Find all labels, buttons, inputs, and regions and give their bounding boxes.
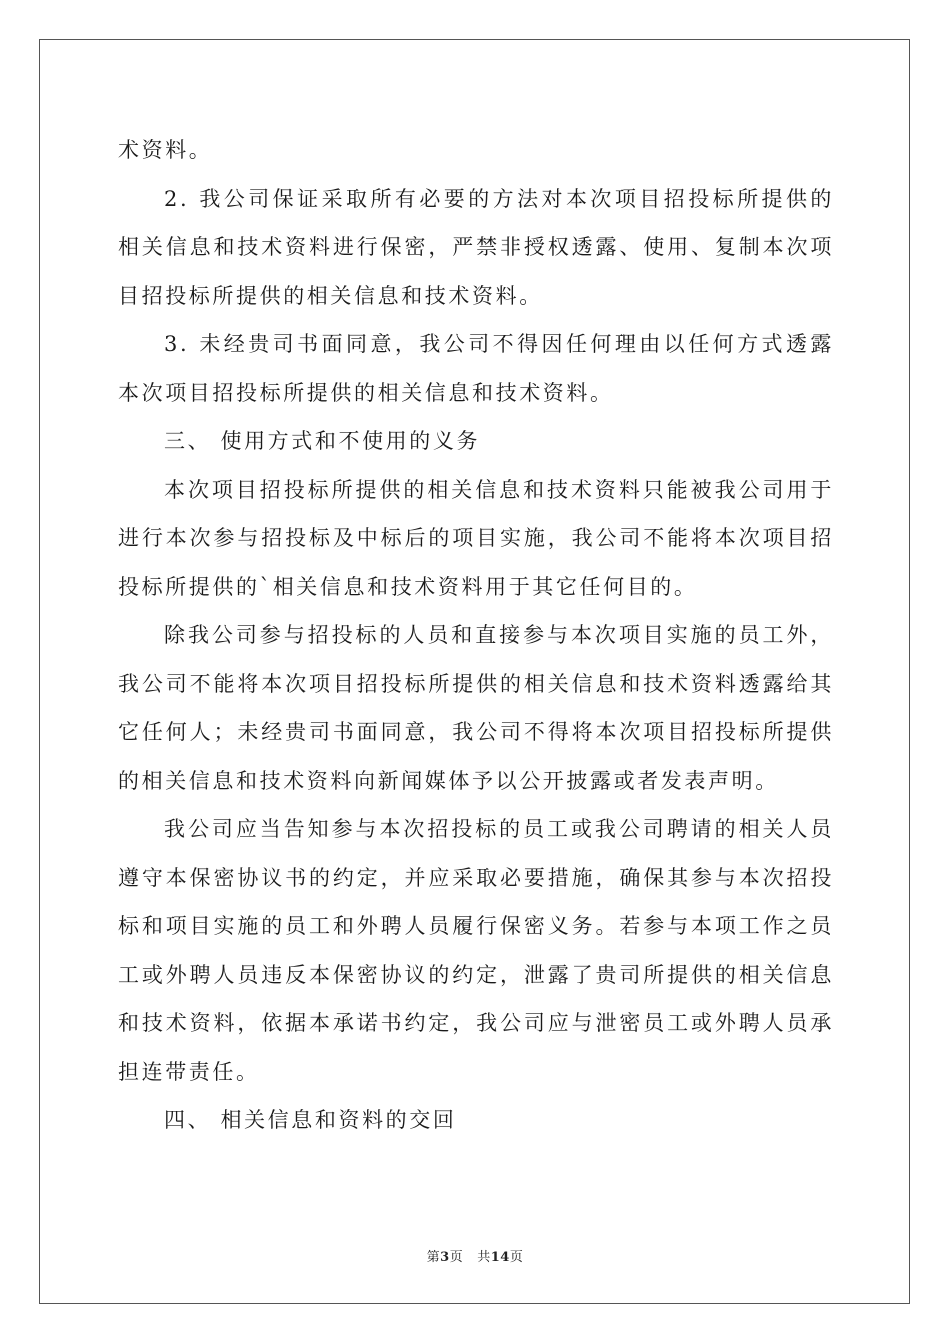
paragraph: 3. 未经贵司书面同意，我公司不得因任何理由以任何方式透露本次项目招投标所提供的相关信息和技术资料。 (118, 332, 834, 405)
page-prefix: 第 (426, 1250, 441, 1265)
paragraph: 除我公司参与招投标的人员和直接参与本次项目实施的员工外，我公司不能将本次项目招投标所提供的相关信息和技术资料透露给其它任何人；未经贵司书面同意，我公司不得将本次项目招投标所提供的相关信息和技术资料向新闻媒体予以公开披露或者发表声明。 (118, 623, 834, 793)
section-heading: 四、 相关信息和资料的交回 (164, 1108, 457, 1132)
paragraph: 2. 我公司保证采取所有必要的方法对本次项目招投标所提供的相关信息和技术资料进行保密，严禁非授权透露、使用、复制本次项目招投标所提供的相关信息和技术资料。 (118, 186, 834, 308)
page-number: 3 (440, 1250, 450, 1265)
total-prefix: 共 (477, 1250, 491, 1265)
paragraph: 我公司应当告知参与本次招投标的员工或我公司聘请的相关人员遵守本保密协议书的约定，并应采取必要措施，确保其参与本次招投标和项目实施的员工和外聘人员履行保密义务。若参与本项工作之员工或外聘人员违反本保密协议的约定，泄露了贵司所提供的相关信息和技术资料，依据本承诺书约定，我公司应与泄密员工或外聘人员承担连带责任。 (118, 817, 834, 1084)
paragraph: 本次项目招投标所提供的相关信息和技术资料只能被我公司用于进行本次参与招投标及中标后的项目实施，我公司不能将本次项目招投标所提供的`相关信息和技术资料用于其它任何目的。 (118, 477, 834, 599)
page-footer (0, 1246, 950, 1265)
paragraph: 术资料。 (118, 138, 213, 162)
section-heading: 三、 使用方式和不使用的义务 (164, 429, 481, 453)
total-pages: 14 (490, 1250, 510, 1265)
page-suffix: 页 (449, 1250, 464, 1265)
document-body (118, 126, 834, 1145)
total-suffix: 页 (509, 1250, 524, 1265)
